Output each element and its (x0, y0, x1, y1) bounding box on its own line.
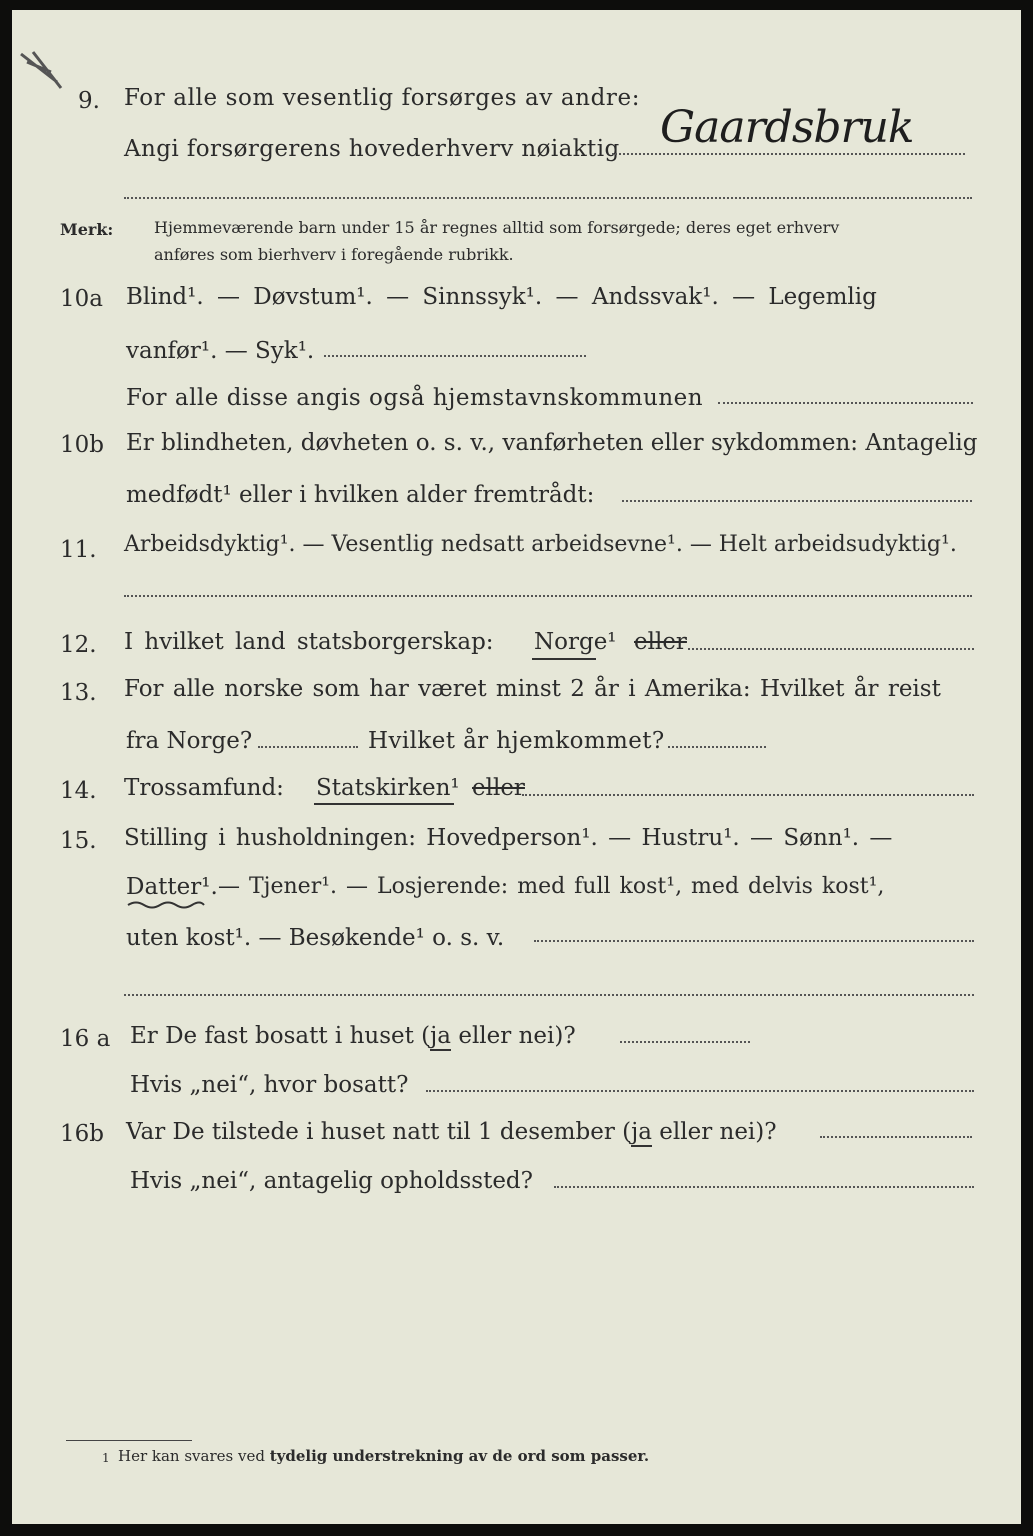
q16b-answer-line (820, 1136, 972, 1138)
q16b-text-start: Var De tilstede i huset natt til 1 desember ( (126, 1119, 632, 1145)
q10a-line3: For alle disse angis også hjemstavnskommunen (126, 385, 704, 411)
q16b-line1a (126, 1121, 777, 1144)
footnote-text-bold: tydelig understrekning av de ord som passer. (269, 1447, 650, 1465)
q14-statskirken-underline (314, 803, 454, 805)
census-form-page (12, 10, 1021, 1524)
q16b-location-line (554, 1186, 974, 1188)
q13-line2a: fra Norge? (126, 728, 253, 754)
q15-datter-underline (126, 900, 206, 910)
footnote-text-plain: Her kan svares ved (118, 1447, 270, 1465)
q13-line1: For alle norske som har været minst 2 år i Amerika: Hvilket år reist (124, 676, 941, 702)
q10a-answer-line (324, 355, 586, 357)
q10b-line1: Er blindheten, døvheten o. s. v., vanførheten eller sykdommen: Antagelig (126, 430, 978, 456)
footnote-rule (66, 1440, 192, 1441)
q15-line1: Stilling i husholdningen: Hovedperson¹. — Hustru¹. — Sønn¹. — (124, 825, 893, 851)
q10a-line1: Blind¹. — Døvstum¹. — Sinnssyk¹. — Andssvak¹. — Legemlig (126, 284, 877, 310)
q10a-line2: vanfør¹. — Syk¹. (126, 338, 315, 364)
q16b-number: 16b (60, 1121, 104, 1147)
q16a-residence-line (426, 1090, 974, 1092)
q12-prefix: I hvilket land statsborgerskap: (124, 629, 494, 655)
q9-answer-line (612, 153, 965, 155)
q16a-text-end: eller nei)? (451, 1023, 576, 1049)
q9-answer-line-2 (124, 197, 972, 199)
q12-number: 12. (60, 632, 97, 658)
q9-line1: For alle som vesentlig forsørges av andre: (124, 85, 641, 111)
merk-line1: Hjemmeværende barn under 15 år regnes alltid som forsørgede; deres eget erhverv (154, 218, 840, 237)
q13-return-line (668, 746, 766, 748)
q10b-number: 10b (60, 432, 104, 458)
q16b-line2: Hvis „nei“, antagelig opholdssted? (130, 1168, 533, 1194)
q13-number: 13. (60, 680, 97, 706)
q9-line2: Angi forsørgerens hovederhverv nøiaktig (124, 136, 620, 162)
q11-line1: Arbeidsdyktig¹. — Vesentlig nedsatt arbeidsevne¹. — Helt arbeidsudyktig¹. (124, 532, 957, 557)
q16a-text-start: Er De fast bosatt i huset ( (130, 1023, 431, 1049)
merk-label: Merk: (60, 220, 114, 239)
merk-line2: anføres som bierhverv i foregående rubrikk. (154, 245, 514, 264)
q10b-answer-line (622, 500, 972, 502)
q12-norge: Norge¹ (534, 629, 617, 655)
q16b-text-end: eller nei)? (651, 1119, 777, 1145)
q11-answer-line (124, 595, 972, 597)
footnote-mark: 1 (102, 1451, 110, 1465)
q15-line3: uten kost¹. — Besøkende¹ o. s. v. (126, 925, 505, 951)
pencil-mark (17, 48, 77, 98)
q15-datter: Datter¹. (126, 874, 218, 900)
q15-line2rest: — Tjener¹. — Losjerende: med full kost¹, med delvis kost¹, (218, 874, 885, 899)
q16a-line2: Hvis „nei“, hvor bosatt? (130, 1072, 409, 1098)
q15-answer-line-2 (124, 994, 974, 996)
q14-prefix: Trossamfund: (124, 775, 284, 801)
footnote-text (118, 1449, 649, 1464)
q9-handwritten-answer: Gaardsbruk (660, 102, 914, 153)
q14-number: 14. (60, 778, 97, 804)
q16a-ja: ja (430, 1023, 452, 1049)
q13-line2b: Hvilket år hjemkommet? (368, 728, 665, 754)
q12-answer-line (688, 648, 974, 650)
q13-departure-line (258, 746, 358, 748)
q16a-answer-line (620, 1041, 750, 1043)
q12-eller: eller (634, 629, 687, 655)
q9-number: 9. (78, 88, 100, 114)
q11-number: 11. (60, 537, 97, 563)
q14-eller: eller (472, 775, 525, 801)
q16b-ja: ja (631, 1119, 652, 1145)
q15-answer-line (534, 940, 974, 942)
q15-number: 15. (60, 828, 97, 854)
q10a-number: 10a (60, 286, 103, 312)
q14-statskirken: Statskirken¹ (316, 775, 460, 801)
q12-norge-underline (532, 658, 596, 660)
q16a-line1a (130, 1025, 576, 1048)
q16a-number: 16 a (60, 1026, 111, 1052)
q10a-home-line (718, 402, 973, 404)
q10b-line2: medfødt¹ eller i hvilken alder fremtrådt: (126, 482, 595, 508)
q14-answer-line (522, 794, 974, 796)
